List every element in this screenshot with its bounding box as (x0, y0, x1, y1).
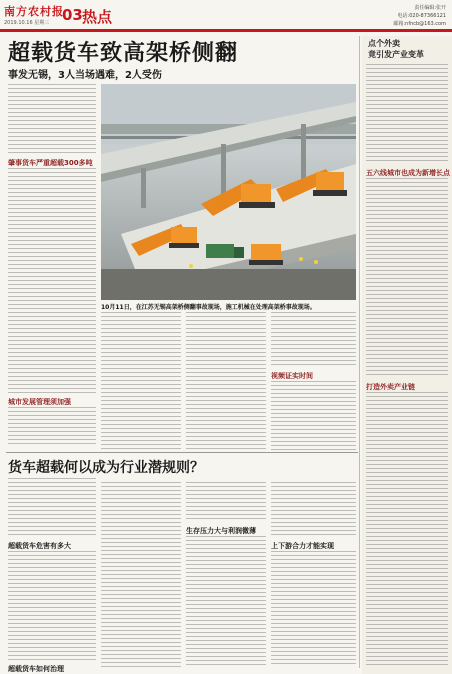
article-text-6 (271, 312, 356, 367)
article-text-7 (271, 381, 356, 450)
article-subhead-2: 城市发展管理须加强 (8, 398, 71, 406)
masthead: 南方农村报 (4, 5, 64, 18)
sidebar-text-2 (366, 178, 448, 378)
photo-caption: 10月11日，在江苏无锡高架桥侧翻事故现场，施工机械在处理高架桥事故现场。 (101, 304, 316, 311)
feature-text-7 (271, 551, 356, 667)
feature-subhead-4: 上下游合力才能实现 (271, 542, 334, 550)
issue-date: 2019.10.16 星期三 (4, 20, 50, 26)
column-rule (359, 36, 360, 668)
page-number: 03 (62, 6, 83, 24)
news-photo (101, 84, 356, 300)
article-text-3 (8, 407, 96, 447)
sidebar-subhead-2: 打造外卖产业链 (366, 383, 415, 391)
feature-subhead-2: 超载货车如何治理 (8, 665, 64, 673)
feature-text-4 (186, 482, 266, 522)
feature-text-2 (8, 551, 96, 661)
article-subhead-1: 肇事货车严重超载300多吨 (8, 159, 93, 167)
article-text-2 (8, 168, 96, 393)
editor-email: 邮箱:nfncb@163.com (393, 21, 446, 27)
feature-headline: 货车超载何以成为行业潜规则？ (8, 460, 204, 476)
section-divider (6, 452, 358, 453)
editor-phone: 电话:020-87366121 (397, 13, 446, 19)
article-headline: 超载货车致高架桥侧翻 (8, 41, 239, 66)
article-subheadline: 事发无锡，3人当场遇难，2人受伤 (8, 70, 162, 81)
sidebar-title (368, 38, 448, 60)
feature-subhead-3: 生存压力大与利润微薄 (186, 527, 256, 535)
section-name: 热点 (82, 8, 113, 26)
feature-subhead-1: 超载货车危害有多大 (8, 542, 71, 550)
sidebar-text-3 (366, 392, 448, 667)
article-text-1 (8, 84, 96, 154)
feature-text-6 (271, 482, 356, 537)
feature-text-1 (8, 478, 96, 538)
article-text-5 (186, 312, 266, 450)
article-subhead-3: 视频证实时间 (271, 372, 313, 380)
editor-info (393, 4, 446, 28)
feature-text-5 (186, 536, 266, 667)
article-text-4 (101, 312, 181, 450)
editor-name: 责任编辑:张开 (414, 5, 446, 11)
photo-illustration (101, 84, 356, 300)
sidebar-subhead-1: 五六线城市也成为新增长点 (366, 169, 450, 177)
sidebar-title-line2: 竟引发产业变革 (368, 50, 424, 59)
header-rule (0, 29, 452, 32)
feature-text-3 (101, 482, 181, 667)
sidebar-text-1 (366, 64, 448, 164)
sidebar-title-line1: 点个外卖 (368, 39, 400, 48)
